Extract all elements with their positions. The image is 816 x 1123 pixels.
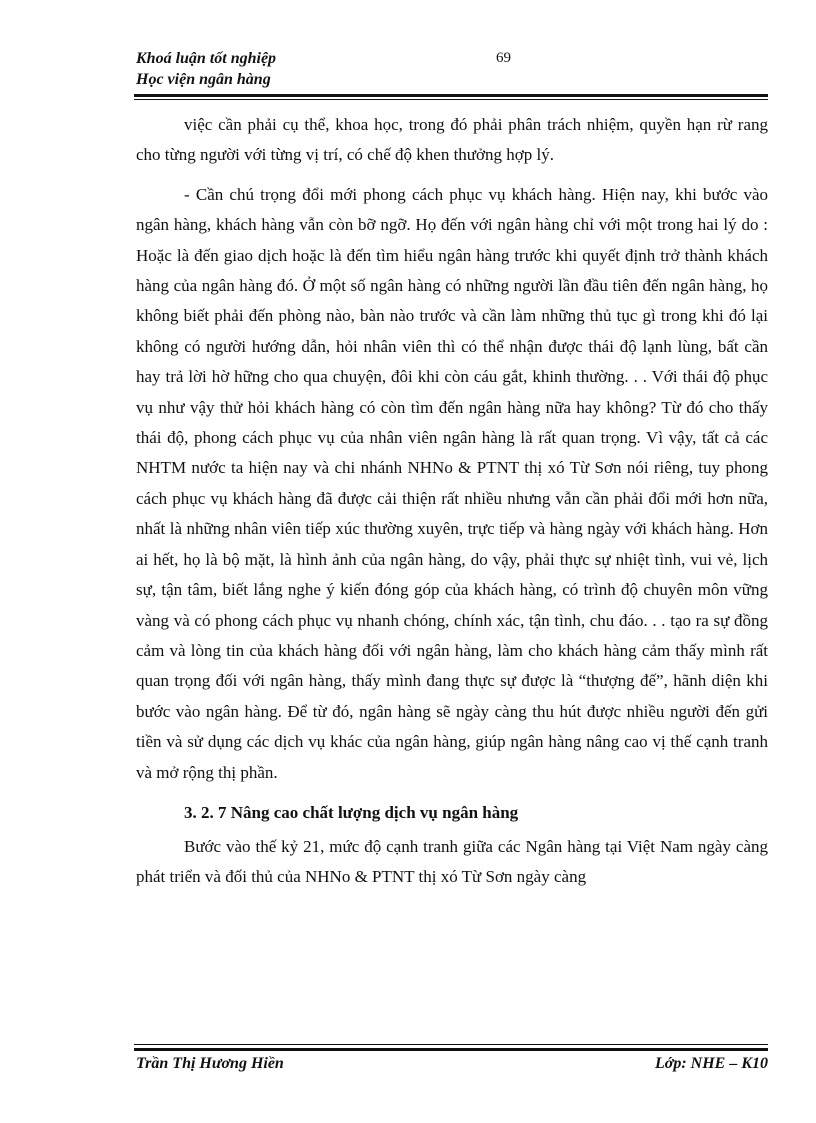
page-number: 69 (496, 50, 511, 66)
header-divider (134, 94, 768, 97)
section-heading: 3. 2. 7 Nâng cao chất lượng dịch vụ ngân hàng (184, 802, 519, 822)
footer-author: Trần Thị Hương Hiền (136, 1055, 284, 1072)
footer-divider (134, 1048, 768, 1051)
paragraph: việc cần phải cụ thể, khoa học, trong đó phải phân trách nhiệm, quyền hạn rừ rang cho từng người với từng vị trí, có chế độ khen thưởng hợp lý. (136, 115, 768, 165)
header-institution: Học viện ngân hàng (136, 71, 271, 88)
header-thesis-title: Khoá luận tốt nghiệp (136, 50, 277, 67)
footer-divider-thin (134, 1044, 768, 1045)
header-divider-thin (134, 99, 768, 100)
page-header (136, 48, 768, 94)
paragraph: Bước vào thế kỷ 21, mức độ cạnh tranh giữa các Ngân hàng tại Việt Nam ngày càng phát triển và đối thủ của NHNo & PTNT thị xó Từ Sơn ngày càng (136, 836, 768, 887)
footer-class: Lớp: NHE – K10 (654, 1055, 768, 1072)
main-text (136, 110, 768, 893)
paragraph: - Cần chú trọng đổi mới phong cách phục vụ khách hàng. Hiện nay, khi bước vào ngân hàng, khách hàng vẫn còn bỡ ngỡ. Họ đến với ngân hàng chỉ với một trong hai lý do : Hoặc là đến giao dịch hoặc là đến tìm hiểu ngân hàng trước khi quyết định trở thành khách hàng của ngân hàng đó. Ở một số ngân hàng có những người lần đầu tiên đến ngân hàng, họ không biết phải đến phòng nào, bàn nào trước và cần làm những thủ tục gì trong khi đó lại không có người hướng dẫn, hỏi nhân viên thì có thể nhận được thái độ lạnh lùng, bất cần hay trả lời hờ hững cho qua chuyện, đôi khi còn cáu gắt, khinh thường. . . Với thái độ phục vụ như vậy thử hỏi khách hàng có còn tìm đến ngân hàng nữa hay không? Từ đó cho thấy thái độ, phong cách phục vụ của nhân viên ngân hàng là rất quan trọng. Vì vậy, tất cả các NHTM nước ta hiện nay và chi nhánh NHNo & PTNT thị xó Từ Sơn nói riêng, tuy phong cách phục vụ khách hàng đã được cải thiện rất nhiều nhưng vẫn cần phải đổi mới hơn nữa, nhất là những nhân viên tiếp xúc thường xuyên, trực tiếp và hàng ngày với khách hàng. Hơn ai hết, họ là bộ mặt, là hình ảnh của ngân hàng, do vậy, phải thực sự nhiệt tình, vui vẻ, lịch sự, tận tâm, biết lắng nghe ý kiến đóng góp của khách hàng, có trình độ chuyên môn vững vàng và có phong cách phục vụ nhanh chóng, chính xác, tận tình, chu đáo. . . tạo ra sự đồng cảm và lòng tin của khách hàng đối với ngân hàng, làm cho khách hàng cảm thấy mình rất quan trọng đối với ngân hàng, thấy mình đang thực sự được là “thượng đế”, hãnh diện khi bước vào ngân hàng. Để từ đó, ngân hàng sẽ ngày càng thu hút được nhiều người đến gửi tiền và sử dụng các dịch vụ khác của ngân hàng, giúp ngân hàng nâng cao vị thế cạnh tranh và mở rộng thị phần. (136, 184, 768, 782)
